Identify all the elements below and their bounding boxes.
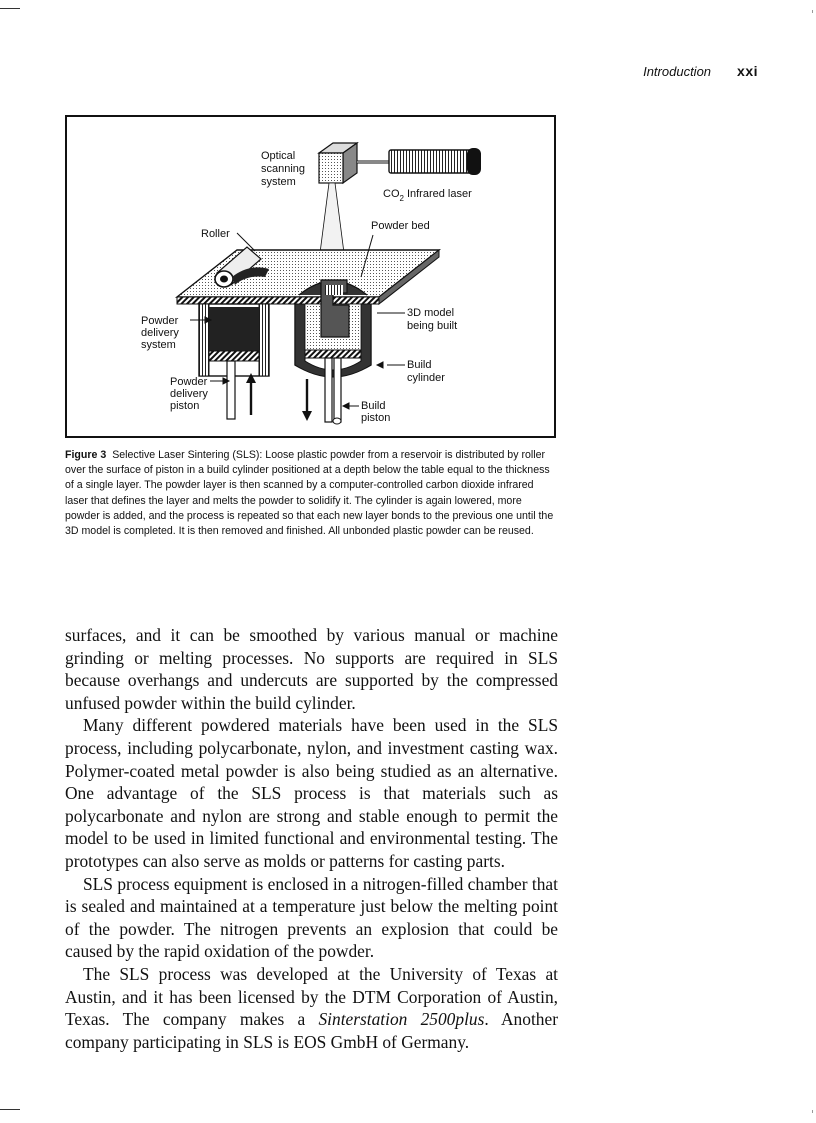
label-powder-delivery-piston: Powder delivery piston <box>170 376 208 412</box>
figure-label: Figure 3 <box>65 449 107 461</box>
paragraph-2: Many different powdered materials have been used in the SLS process, including polycarbonate, nylon, and investment casting wax. Polymer-coated metal powder is also being studied as an alternative. One advantage of the SLS process is that materials such as polycarbonate and nylon are strong and stable enough to permit the model to be used in limited functional and environmental testing. The prototypes can also serve as molds or patterns for casting parts. <box>65 715 558 871</box>
label-3d-model: 3D model being built <box>407 307 458 332</box>
figure-caption-text: Selective Laser Sintering (SLS): Loose plastic powder from a reservoir is distributed by roller over the surface of piston in a build cylinder positioned at a depth below the table equal to the thickness of a single layer. The powder layer is then scanned by a computer-controlled carbon dioxide infrared laser that defines the layer and melts the powder to solidify it. The cylinder is again lowered, more powder is added, and the process is repeated so that each new layer bonds to the previous one until the 3D model is completed. It is then removed and finished. All unbonded plastic powder can be reused. <box>65 449 554 538</box>
crop-dot-top-right <box>812 10 813 13</box>
paragraph-4 <box>65 963 558 1053</box>
running-head-section: Introduction <box>643 64 712 79</box>
paragraph-1: surfaces, and it can be smoothed by various manual or machine grinding or melting processes. No supports are required in SLS because overhangs and undercuts are supported by the compressed unfused powder within the build cylinder. <box>65 625 558 713</box>
optical-scanning-box <box>319 143 357 183</box>
label-build-piston: Build piston <box>361 400 391 424</box>
label-build-cylinder: Build cylinder <box>407 359 445 384</box>
label-roller: Roller <box>201 228 230 240</box>
figure-caption <box>65 448 558 539</box>
paragraph-3: SLS process equipment is enclosed in a nitrogen-filled chamber that is sealed and maintained at a temperature just below the melting point of the powder. The nitrogen prevents an explosion that could be caused by the rapid oxidation of the powder. <box>65 873 558 962</box>
body-text <box>65 624 558 1053</box>
figure-3 <box>65 115 556 438</box>
page-number: xxi <box>737 63 758 79</box>
label-optical: Optical scanning system <box>261 150 306 188</box>
infrared-laser <box>357 148 481 175</box>
crop-mark-bottom-left <box>0 1109 20 1110</box>
running-head <box>643 63 758 79</box>
sls-diagram <box>67 117 554 436</box>
label-powder-bed: Powder bed <box>371 220 430 232</box>
paragraph-4-text-a: The SLS process was developed at the University of Texas at Austin, and it has been licensed by the DTM Corporation of Austin, Texas. The company makes a <box>65 963 558 1030</box>
product-name: Sinterstation 2500plus <box>318 1009 485 1030</box>
label-co2: $CO_2$ Infrared laser <box>383 188 472 203</box>
paragraph-4-text-b: . Another company participating in SLS is EOS GmbH of Germany. <box>65 1009 558 1052</box>
crop-dot-bottom-right <box>812 1110 813 1113</box>
crop-mark-top-left <box>0 8 20 9</box>
label-powder-delivery-system: Powder delivery system <box>141 315 179 351</box>
